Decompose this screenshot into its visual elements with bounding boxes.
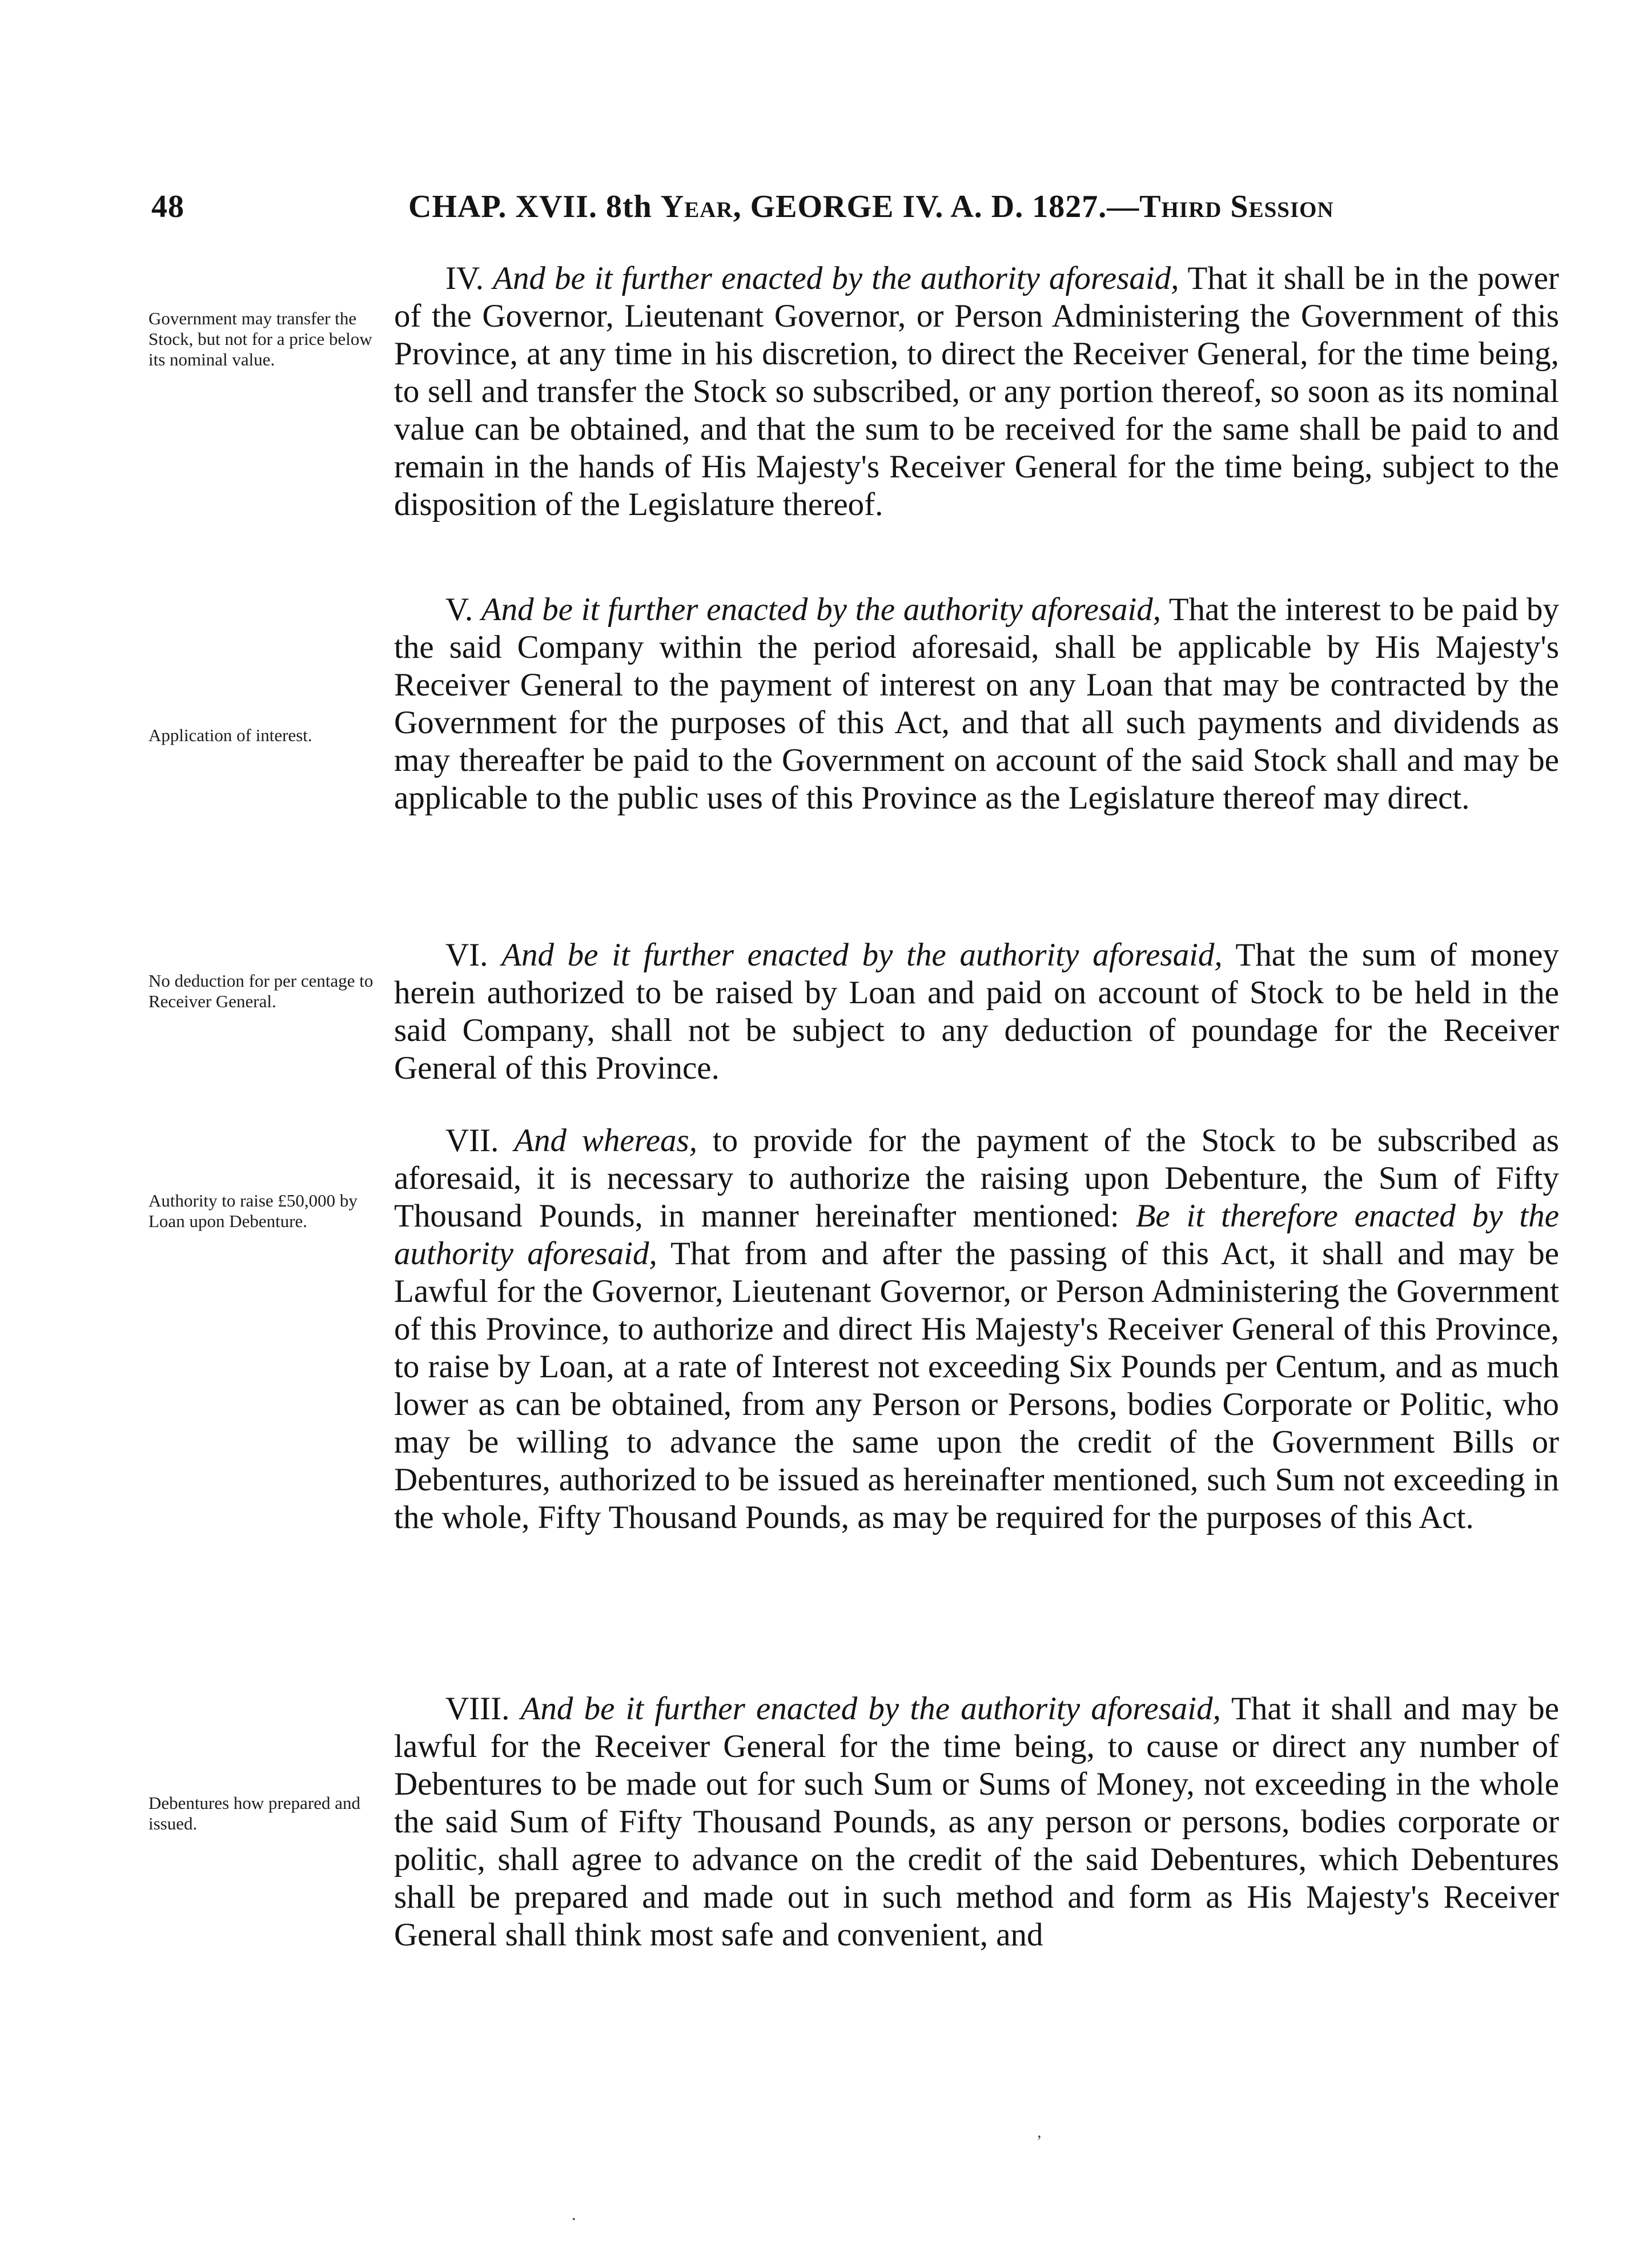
section-body: That it shall and may be lawful for the Receiver General for the time being, to cause or direct any number of Debentures to be made out for such Sum or Sums of Money, not exceeding in the whole the said Sum of Fifty Thousand Pounds, as any person or persons, bodies corporate or politic, shall agree to advance on the credit of the said Debentures, which Debentures shall be prepared and made out in such method and form as His Majesty's Receiver General shall think most safe and convenient, and [394,1691,1560,1953]
session-dash: — [1107,189,1140,224]
section-number: VI. [445,937,488,973]
stray-mark: ’ [1037,2133,1042,2150]
side-note-v: Application of interest. [148,725,312,745]
section-text-iv [394,260,1559,524]
section-body: That it shall be in the power of the Governor, Lieutenant Governor, or Person Administering the Government of this Province, at any time in his discretion, to direct the Receiver General, for the time being, to sell and transfer the Stock so subscribed, or any portion thereof, so soon as its nominal value can be obtained, and that the sum to be received for the same shall be paid to and remain in the hands of His Majesty's Receiver General for the time being, subject to the disposition of the Legislature thereof. [394,260,1559,522]
section-number: V. [445,592,473,628]
section-number: IV. [445,260,484,296]
section-number: VII. [445,1123,499,1159]
side-note-viii: Debentures how prepared and issued. [148,1793,360,1833]
chapter-heading [408,188,1334,225]
section-text-viii [394,1690,1559,1954]
enacting-clause: And be it further enacted by the authority aforesaid, [501,937,1223,973]
section-text-vi [394,936,1559,1087]
enacting-clause: And be it further enacted by the authority aforesaid, [520,1691,1221,1727]
section-preamble: to provide for the payment of the Stock to be subscribed as aforesaid, it is necessary to authorize the raising upon Debenture, the Sum of Fifty Thousand Pounds, in manner hereinafter mentioned: [394,1123,1560,1234]
section-body: That the sum of money herein authorized to be raised by Loan and paid on account of Stock to be held in the said Company, shall not be subject to any deduction of poundage for the Receiver General of this Province. [394,937,1560,1086]
section-body: That the interest to be paid by the said Company within the period aforesaid, shall be applicable by His Majesty's Receiver General to the payment of interest on any Loan that may be contracted by the Government for the purposes of this Act, and that all such payments and dividends as may thereafter be paid to the Government on account of the said Stock shall and may be applicable to the public uses of this Province as the Legislature thereof may direct. [394,592,1560,816]
monarch: GEORGE IV. [750,189,944,224]
section-text-vii [394,1122,1559,1537]
side-note-vi: No deduction for per centage to Receiver General. [148,971,373,1011]
side-note-vii: Authority to raise £50,000 by Loan upon Debenture. [148,1191,357,1231]
year-prefix: 8th [605,189,652,224]
section-text-v [394,591,1559,817]
running-head [151,188,1556,234]
side-note-iv: Government may transfer the Stock, but not for a price below its nominal value. [148,308,372,369]
chapter-number: CHAP. XVII. [408,189,597,224]
year-label: Year, [660,189,742,224]
stray-mark: ⋅ [571,2211,577,2229]
enacting-clause: And be it further enacted by the authority aforesaid, [493,260,1179,296]
preamble-clause: And whereas, [514,1123,697,1159]
page-number: 48 [151,189,184,224]
enacting-clause: Be it therefore enacted by the authority aforesaid, [394,1198,1560,1272]
section-number: VIII. [445,1691,510,1727]
enacting-clause: And be it further enacted by the authority aforesaid, [481,592,1162,628]
anno-domini: A. D. 1827. [950,189,1107,224]
session-label: Third Session [1139,189,1334,224]
section-body: That from and after the passing of this Act, it shall and may be Lawful for the Governor, Lieutenant Governor, or Person Administering the Government of this Province, to authorize and direct His Majesty's Receiver General of this Province, to raise by Loan, at a rate of Interest not exceeding Six Pounds per Centum, and as much lower as can be obtained, from any Person or Persons, bodies Corporate or Politic, who may be willing to advance the same upon the credit of the Government Bills or Debentures, authorized to be issued as hereinafter mentioned, such Sum not exceeding in the whole, Fifty Thousand Pounds, as may be required for the purposes of this Act. [394,1236,1559,1535]
